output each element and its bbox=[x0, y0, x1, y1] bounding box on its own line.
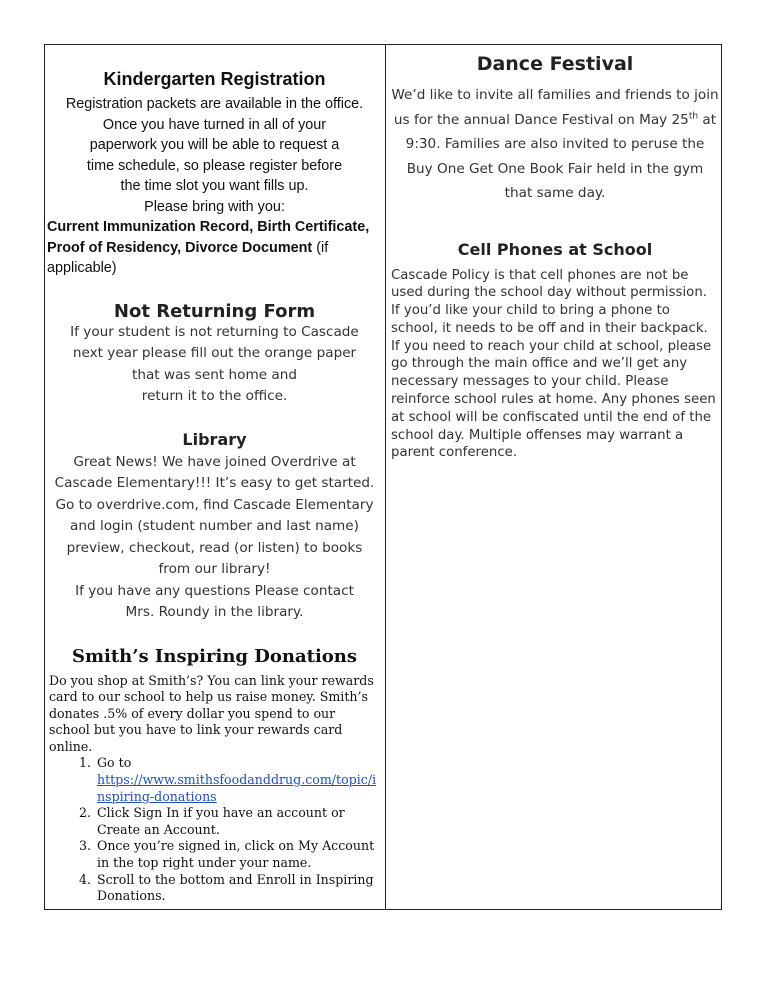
not-returning-line: If your student is not returning to Cascade bbox=[70, 323, 359, 340]
not-returning-title: Not Returning Form bbox=[113, 300, 316, 322]
dance-festival-title: Dance Festival bbox=[476, 53, 634, 75]
not-returning-line: next year please fill out the orange paper bbox=[72, 345, 357, 361]
smiths-steps-list bbox=[51, 755, 378, 904]
kindergarten-line: Registration packets are available in the office. bbox=[65, 96, 364, 112]
date-suffix: th bbox=[688, 110, 699, 121]
dance-festival-text bbox=[391, 83, 719, 206]
library-line: If you have any questions Please contact bbox=[75, 582, 354, 599]
smiths-intro: Do you shop at Smith’s? You can link your rewards card to our school to help us raise money. Smith’s donates .5% of every dollar you spend to our school but you have to link your rewards card online. bbox=[49, 672, 374, 754]
cell-phones-section bbox=[391, 240, 719, 463]
cell-phones-text: Cascade Policy is that cell phones are not be used during the school day without permission. If you’d like your child to bring a phone to school, it needs to be off and in their backpack. If you need to reach your child at school, please go through the main office and we’ll get any necessary messages to your child. Please reinforce school rules at home. Any phones seen at school will be confiscated until the end of the school day. Multiple offenses may warrant a parent conference. bbox=[391, 267, 716, 461]
required-docs-list: Current Immunization Record, Birth Certificate, Proof of Residency, Divorce Document bbox=[47, 219, 370, 256]
library-line: Cascade Elementary!!! It’s easy to get started. bbox=[54, 475, 375, 491]
dance-text-part-b: at 9:30. Families are also invited to peruse the Buy One Get One Book Fair held in the gym that same day. bbox=[405, 111, 717, 201]
not-returning-line: that was sent home and bbox=[132, 366, 297, 383]
library-title: Library bbox=[182, 429, 247, 449]
right-column bbox=[391, 53, 719, 462]
library-line: from our library! bbox=[158, 561, 271, 577]
library-line: Go to overdrive.com, find Cascade Elementary bbox=[55, 496, 374, 513]
cell-phones-title: Cell Phones at School bbox=[457, 239, 653, 259]
dance-festival-section bbox=[391, 53, 719, 206]
inspiring-donations-link[interactable]: https://www.smithsfoodanddrug.com/topic/inspiring-donations bbox=[97, 772, 377, 804]
not-returning-section bbox=[51, 301, 378, 408]
step-1-prefix: Go to bbox=[97, 755, 132, 771]
library-section bbox=[51, 430, 378, 624]
kindergarten-line: Please bring with you: bbox=[144, 198, 285, 215]
smiths-step bbox=[95, 755, 378, 805]
kindergarten-line: time schedule, so please register before bbox=[86, 157, 343, 174]
library-line: preview, checkout, read (or listen) to books bbox=[66, 539, 363, 556]
smiths-step: 3. Once you’re signed in, click on My Account in the top right under your name. bbox=[95, 838, 378, 871]
kindergarten-line: Once you have turned in all of your bbox=[102, 116, 327, 133]
kindergarten-title: Kindergarten Registration bbox=[103, 69, 326, 89]
library-line: and login (student number and last name) bbox=[70, 518, 359, 534]
required-documents bbox=[47, 217, 378, 279]
smiths-step: 2. Click Sign In if you have an account or Create an Account. bbox=[95, 805, 378, 838]
column-divider bbox=[385, 45, 386, 909]
dance-text-part-a: We’d like to invite all families and friends to join us for the annual Dance Festival on May 25 bbox=[391, 87, 719, 128]
smiths-section bbox=[51, 646, 378, 905]
kindergarten-section bbox=[47, 69, 378, 279]
not-returning-line: return it to the office. bbox=[141, 388, 288, 404]
library-line: Mrs. Roundy in the library. bbox=[125, 604, 304, 620]
smiths-step: 4. Scroll to the bottom and Enroll in Inspiring Donations. bbox=[95, 872, 378, 905]
kindergarten-line: paperwork you will be able to request a bbox=[89, 137, 340, 153]
library-line: Great News! We have joined Overdrive at bbox=[73, 453, 356, 470]
kindergarten-line: the time slot you want fills up. bbox=[120, 178, 309, 194]
newsletter-frame bbox=[44, 44, 722, 910]
left-column bbox=[47, 69, 378, 905]
required-docs-note: (if applicable) bbox=[47, 239, 329, 276]
smiths-title: Smith’s Inspiring Donations bbox=[71, 645, 358, 667]
